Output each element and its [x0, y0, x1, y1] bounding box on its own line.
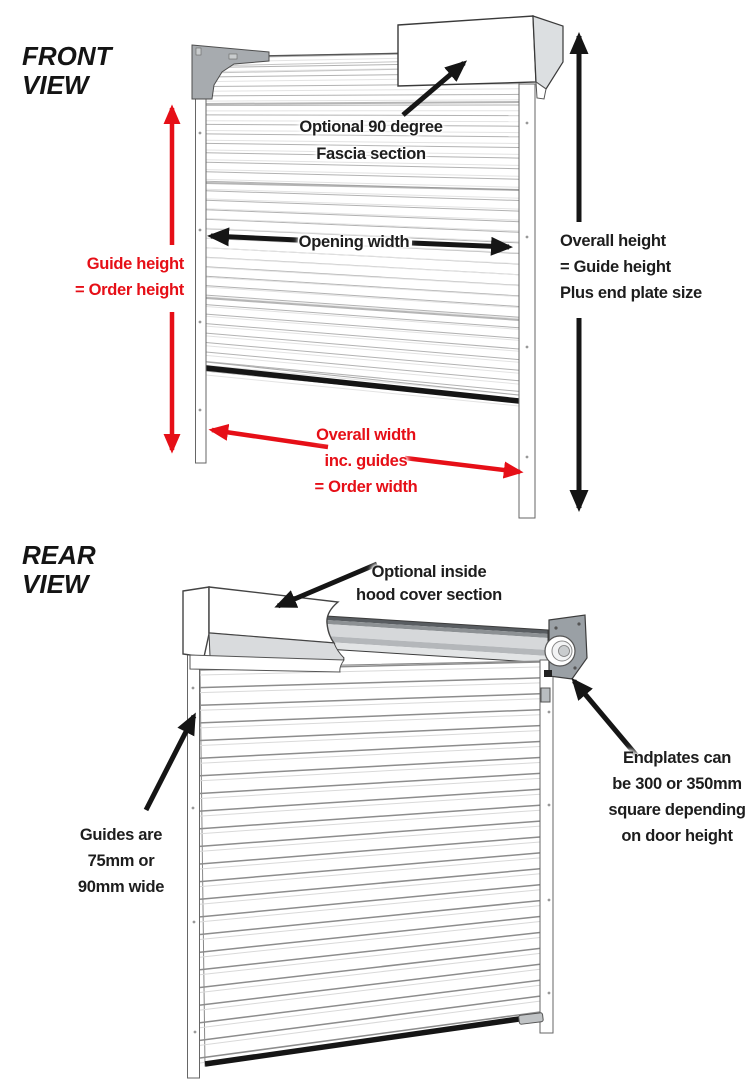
guide-height-label: [75, 251, 184, 303]
endplates-note: [608, 745, 745, 849]
overall-height-line3: Plus end plate size: [560, 284, 702, 302]
overall-width-line1: Overall width: [316, 426, 416, 444]
fascia-box-front-face: [398, 16, 536, 86]
rear-view-label-line1: REAR: [22, 540, 96, 570]
roller-barrel: [310, 615, 548, 663]
guide-stop-clip: [544, 670, 552, 677]
rear-view-label: [22, 541, 96, 599]
hood-left-cap: [183, 587, 209, 657]
front-view-label: [22, 42, 112, 100]
bracket-slot: [229, 54, 237, 59]
bracket-slot: [196, 48, 201, 55]
endplates-note-line3: square depending: [608, 801, 746, 819]
guides-note-line3: 90mm wide: [77, 878, 165, 896]
overall-width-label: [315, 422, 418, 500]
fascia-note-line2: Fascia section: [316, 145, 426, 163]
opening-width-label: [299, 229, 410, 255]
rear-view-drawing: [146, 564, 637, 1078]
front-view-label-line2: VIEW: [22, 70, 89, 100]
guide-top-bracket: [541, 688, 550, 702]
overall-height-label: [560, 228, 702, 306]
opening-width-text: Opening width: [298, 233, 410, 251]
barrel-end-ring-inner: [559, 646, 570, 657]
guide-height-line2: = Order height: [74, 281, 184, 299]
overall-width-arrow-right: [405, 458, 520, 472]
endplates-note-line1: Endplates can: [623, 749, 731, 767]
front-right-guide: [519, 84, 535, 518]
fascia-box-side-face: [533, 16, 563, 89]
hood-note: [356, 561, 502, 607]
guides-arrow: [146, 716, 194, 810]
fascia-note-line1: Optional 90 degree: [299, 118, 443, 136]
front-view-label-line1: FRONT: [22, 41, 112, 71]
guides-note-line1: Guides are: [79, 826, 163, 844]
overall-width-line3: = Order width: [314, 478, 418, 496]
guides-note-line2: 75mm or: [87, 852, 155, 870]
overall-height-line1: Overall height: [560, 232, 666, 250]
overall-width-line2: inc. guides: [324, 452, 408, 470]
rear-right-guide: [540, 660, 553, 1033]
front-left-guide: [196, 88, 207, 463]
guide-height-line1: Guide height: [86, 255, 184, 273]
hood-note-line1: Optional inside: [371, 563, 487, 581]
endplates-note-line4: on door height: [621, 827, 733, 845]
endplates-note-line2: be 300 or 350mm: [612, 775, 742, 793]
overall-height-line2: = Guide height: [560, 258, 671, 276]
hood-cover: [183, 587, 344, 672]
hood-note-line2: hood cover section: [356, 586, 502, 604]
rear-view-label-line2: VIEW: [22, 569, 89, 599]
overall-width-arrow-left: [212, 430, 328, 447]
fascia-note: [299, 114, 442, 168]
guides-note: [78, 822, 164, 900]
